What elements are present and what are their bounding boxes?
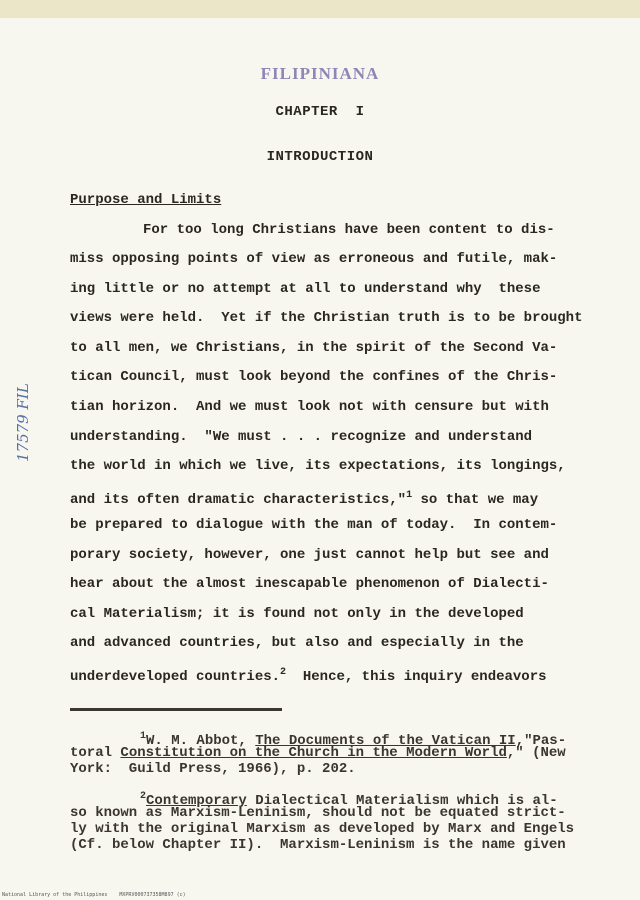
body-line [70,487,640,509]
footnote-1-line [70,745,640,761]
library-scan-credit: National Library of the Philippines MXPRV000737358M897 (c) [2,892,186,898]
scan-top-band [0,0,640,18]
footnote-2-marker: 2 [140,791,147,802]
footnote-1-line: York: Guild Press, 1966), p. 202. [70,761,356,777]
footnote-text: Contemporary [146,793,247,809]
body-line: to all men, we Christians, in the spirit of the Second Va- [70,340,558,356]
body-line: the world in which we live, its expectations, its longings, [70,458,566,474]
body-line: miss opposing points of view as erroneous and futile, mak- [70,251,558,267]
filipiniana-stamp: FILIPINIANA [260,64,380,83]
body-line: porary society, however, one just cannot help but see and [70,547,549,563]
footnote-ref-2: 2 [280,667,287,678]
body-line: be prepared to dialogue with the man of today. In contem- [70,517,558,533]
body-line: hear about the almost inescapable phenomenon of Dialecti- [70,576,549,592]
footnote-document-title: Constitution on the Church in the Modern World [120,745,507,761]
footnote-2-line: ly with the original Marxism as developed by Marx and Engels [70,821,575,837]
body-text: so that we may [420,492,539,508]
footnote-text: ,"Pas- [515,733,567,749]
body-text: underdeveloped countries. [70,669,281,685]
footnote-text: ," (New [506,745,566,761]
footnote-1-marker: 1 [140,731,147,742]
body-line: ing little or no attempt at all to understand why these [70,281,541,297]
body-line: understanding. "We must . . . recognize and understand [70,429,533,445]
body-line: For too long Christians have been content to dis- [143,222,555,238]
section-heading: Purpose and Limits [70,192,222,208]
body-line [70,664,640,686]
body-line: cal Materialism; it is found not only in the developed [70,606,524,622]
footnote-2-line: (Cf. below Chapter II). Marxism-Leninism is the name given [70,837,566,853]
chapter-number: CHAPTER I [275,104,365,120]
body-line: tian horizon. And we must look not with censure but with [70,399,549,415]
body-line: tican Council, must look beyond the confines of the Chris- [70,369,558,385]
body-text: Hence, this inquiry endeavors [302,669,547,685]
handwritten-accession-note: 17579 FIL [14,383,32,462]
chapter-title: INTRODUCTION [266,149,374,165]
footnote-text: Dialectical Materialism which is al- [246,793,558,809]
body-line: and advanced countries, but also and especially in the [70,635,524,651]
footnote-ref-1: 1 [406,490,413,501]
body-line: views were held. Yet if the Christian truth is to be brought [70,310,583,326]
footnote-separator [70,708,282,711]
body-text: and its often dramatic characteristics," [70,492,407,508]
footnote-book-title: The Documents of the Vatican II [255,733,516,749]
footnote-text: W. M. Abbot, [146,733,256,749]
footnote-2-line: so known as Marxism-Leninism, should not be equated strict- [70,805,566,821]
footnote-text: toral [70,745,121,761]
